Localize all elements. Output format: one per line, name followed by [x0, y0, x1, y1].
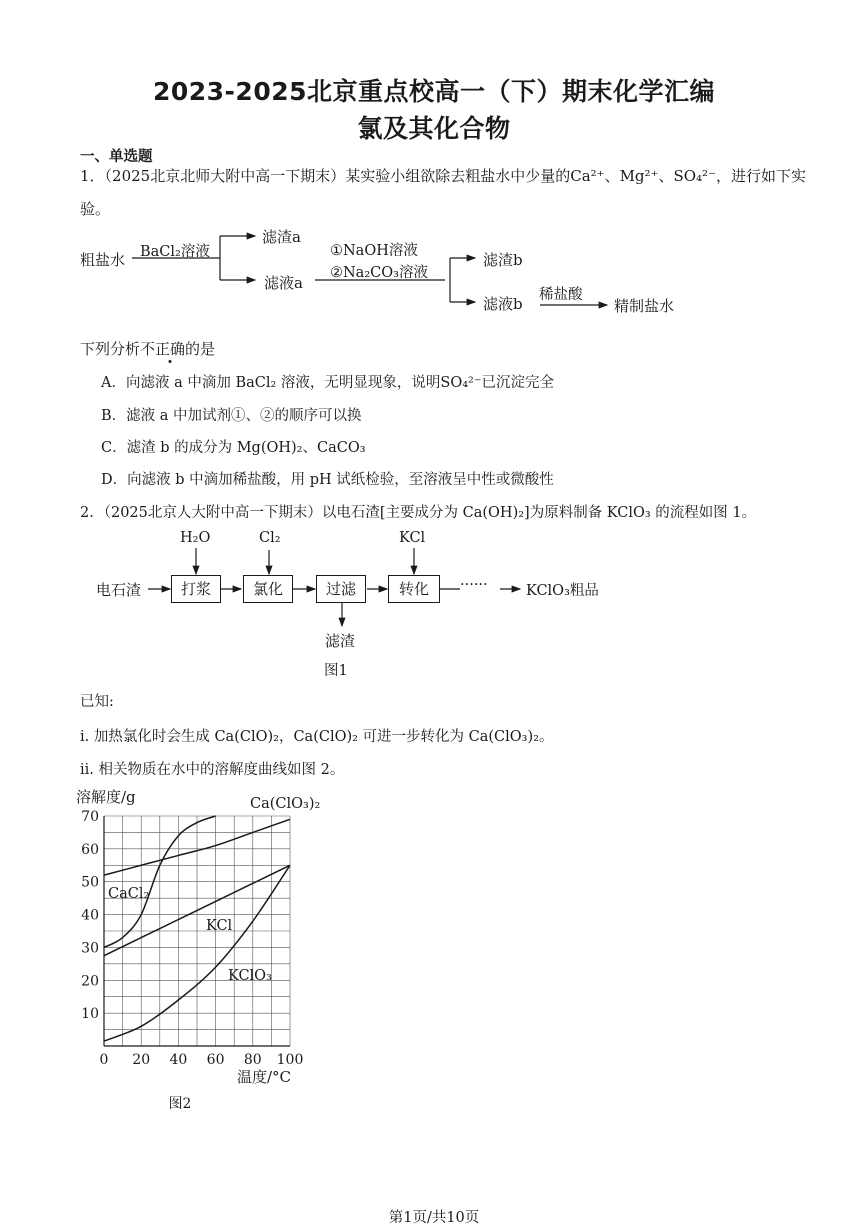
y-axis-label: 溶解度/g	[76, 788, 136, 806]
q1-option-a: A．向滤液 a 中滴加 BaCl₂ 溶液，无明显现象，说明SO₄²⁻已沉淀完全	[101, 375, 554, 391]
x-tick-label: 80	[243, 1052, 262, 1068]
flow2-input-kcl: KCl	[399, 530, 426, 546]
solubility-chart	[70, 780, 360, 1115]
figure1-caption: 图1	[324, 663, 348, 679]
flow2-step-convert: 转化	[388, 575, 440, 603]
series-label-3: KClO₃	[228, 968, 272, 984]
flow2-input-water: H₂O	[180, 530, 211, 546]
series-label-1: CaCl₂	[108, 886, 150, 902]
q1-option-d: D．向滤液 b 中滴加稀盐酸，用 pH 试纸检验，至溶液呈中性或微酸性	[101, 472, 554, 488]
q1-option-c: C．滤渣 b 的成分为 Mg(OH)₂、CaCO₃	[101, 440, 366, 456]
q1-question	[80, 338, 215, 359]
flow1-reagent3: 稀盐酸	[539, 287, 583, 303]
flow1-filtrate-b: 滤液b	[483, 295, 523, 313]
flow2-step-chlorinate: 氯化	[243, 575, 293, 603]
flow1-reagent1: BaCl₂溶液	[140, 244, 210, 260]
q2-info-i: i. 加热氯化时会生成 Ca(ClO)₂，Ca(ClO)₂ 可进一步转化为 Ca(ClO₃)₂。	[80, 729, 554, 745]
section-heading: 一、单选题	[80, 149, 153, 165]
figure2-caption: 图2	[168, 1096, 192, 1112]
x-tick-label: 0	[99, 1052, 109, 1068]
series-label-0: Ca(ClO₃)₂	[250, 796, 321, 812]
x-tick-label: 60	[206, 1052, 225, 1068]
y-tick-label: 10	[81, 1006, 99, 1023]
flow2-dots: ······	[460, 577, 488, 593]
flow2-product: KClO₃粗品	[526, 583, 599, 599]
flow1-start: 粗盐水	[80, 251, 126, 269]
q1-stem-cont: 验。	[80, 200, 111, 218]
flow2-step-slurry: 打浆	[171, 575, 221, 603]
flow1-reagent2b: ②Na₂CO₃溶液	[330, 265, 428, 281]
flow1-product: 精制盐水	[614, 297, 675, 315]
y-tick-label: 60	[81, 841, 99, 858]
q1-question-part1: 下列分析不	[80, 340, 156, 358]
q1-question-part2: 的是	[185, 340, 216, 358]
flow2-residue: 滤渣	[325, 632, 356, 650]
y-tick-label: 40	[81, 907, 99, 924]
y-tick-label: 30	[81, 940, 99, 957]
y-tick-label: 70	[81, 809, 99, 825]
flow1-residue-a: 滤渣a	[262, 228, 301, 246]
flow1-reagent2a: ①NaOH溶液	[330, 243, 418, 259]
y-tick-label: 20	[81, 973, 99, 990]
x-tick-label: 20	[132, 1052, 151, 1068]
q1-option-b: B．滤液 a 中加试剂①、②的顺序可以换	[101, 408, 362, 424]
x-tick-label: 100	[276, 1052, 304, 1068]
x-tick-label: 40	[169, 1052, 188, 1068]
q1-question-emphasis: 正确	[155, 340, 186, 358]
flow2-start: 电石渣	[96, 581, 142, 599]
x-axis-label: 温度/°C	[236, 1068, 292, 1086]
flow1-filtrate-a: 滤液a	[264, 274, 303, 292]
flow2-step-filter: 过滤	[316, 575, 366, 603]
q2-known: 已知:	[80, 694, 114, 710]
flow1-residue-b: 滤渣b	[483, 251, 523, 269]
y-tick-label: 50	[81, 874, 99, 891]
q2-info-ii: ii. 相关物质在水中的溶解度曲线如图 2。	[80, 762, 345, 778]
series-label-2: KCl	[206, 918, 233, 934]
page-subtitle: 氯及其化合物	[357, 114, 511, 143]
q2-stem: 2．（2025北京人大附中高一下期末）以电石渣[主要成分为 Ca(OH)₂]为原料制备 KClO₃ 的流程如图 1。	[80, 505, 757, 521]
q1-stem: 1．（2025北京北师大附中高一下期末）某实验小组欲除去粗盐水中少量的Ca²⁺、Mg²⁺、SO₄²⁻，进行如下实	[80, 167, 806, 185]
flow2-input-chlorine: Cl₂	[259, 530, 281, 546]
page-title: 2023-2025北京重点校高一（下）期末化学汇编	[152, 77, 716, 106]
page-footer: 第1页/共10页	[388, 1210, 480, 1226]
